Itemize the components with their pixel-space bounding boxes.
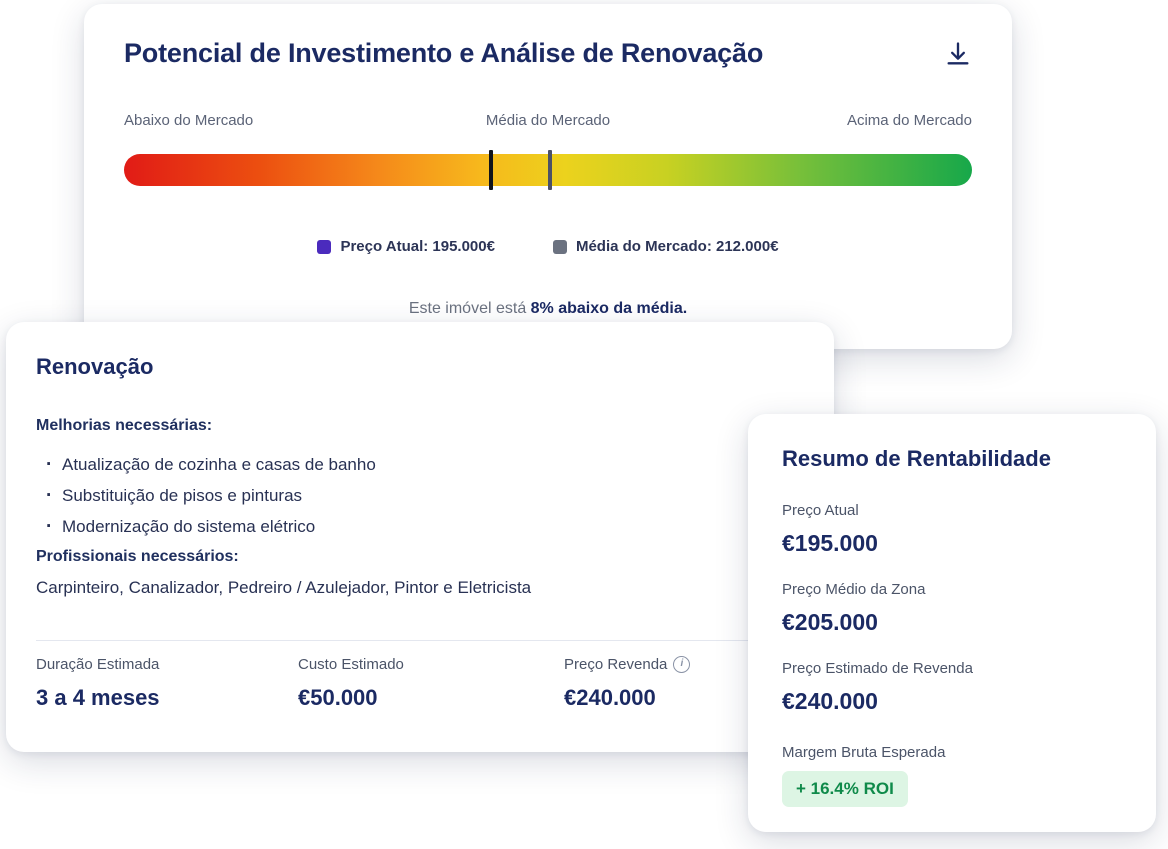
legend-item-current-price <box>317 238 495 255</box>
renovation-card <box>6 322 834 752</box>
renovation-title: Renovação <box>36 354 154 379</box>
improvements-label: Melhorias necessárias: <box>36 417 213 434</box>
stat-duration-value: 3 a 4 meses <box>36 685 160 710</box>
stat-duration-label: Duração Estimada <box>36 656 160 673</box>
status-badge: + 16.4% ROI <box>782 771 908 807</box>
legend-label-market-average: Média do Mercado: 212.000€ <box>575 238 779 255</box>
improvements-list <box>46 450 376 543</box>
stat-resale-price-value: €240.000 <box>564 685 656 710</box>
profit-row-estimated-resale <box>782 660 973 715</box>
profit-row-current-price <box>782 502 878 557</box>
download-icon[interactable] <box>944 40 972 68</box>
professionals-label: Profissionais necessários: <box>36 548 239 565</box>
page-title: Potencial de Investimento e Análise de Renovação <box>124 38 764 68</box>
legend-label-current-price: Preço Atual: 195.000€ <box>340 238 495 255</box>
gauge-legend <box>84 238 1012 255</box>
profit-row-zone-average <box>782 581 925 636</box>
legend-item-market-average <box>553 238 779 255</box>
divider <box>36 640 804 641</box>
legend-swatch-current-price <box>317 240 331 254</box>
profit-label-zone-average: Preço Médio da Zona <box>782 581 926 598</box>
profit-label-current-price: Preço Atual <box>782 502 859 519</box>
profit-label-gross-margin: Margem Bruta Esperada <box>782 744 946 761</box>
gauge-label-left: Abaixo do Mercado <box>124 112 254 129</box>
profitability-title: Resumo de Rentabilidade <box>782 446 1051 471</box>
list-item: · Modernização do sistema elétrico <box>46 512 376 543</box>
gauge-label-right: Acima do Mercado <box>846 112 972 129</box>
profit-value-current-price: €195.000 <box>782 530 878 556</box>
stat-cost-value: €50.000 <box>298 685 378 710</box>
gauge-marker-current-price <box>489 150 493 190</box>
note-prefix: Este imóvel está <box>408 300 531 317</box>
stat-resale-price-label <box>564 656 690 673</box>
info-icon[interactable]: i <box>673 656 690 673</box>
profit-value-zone-average: €205.000 <box>782 609 878 635</box>
stat-cost <box>298 656 404 711</box>
professionals-value: Carpinteiro, Canalizador, Pedreiro / Azulejador, Pintor e Eletricista <box>36 578 532 597</box>
stat-resale-price <box>564 656 690 711</box>
gauge-labels <box>124 112 972 132</box>
gauge-marker-market-average <box>548 150 552 190</box>
profit-label-estimated-resale: Preço Estimado de Revenda <box>782 660 973 677</box>
profitability-summary-card <box>748 414 1156 832</box>
stat-duration <box>36 656 160 711</box>
investment-analysis-card <box>84 4 1012 349</box>
gauge-label-mid: Média do Mercado <box>485 112 611 129</box>
profit-value-estimated-resale: €240.000 <box>782 688 878 714</box>
market-comparison-note <box>84 300 1012 318</box>
note-highlight: 8% abaixo da média. <box>530 300 688 317</box>
stat-cost-label: Custo Estimado <box>298 656 404 673</box>
list-item: · Substituição de pisos e pinturas <box>46 481 376 512</box>
profit-row-gross-margin <box>782 744 945 807</box>
legend-swatch-market-average <box>553 240 567 254</box>
stat-resale-price-label-text: Preço Revenda <box>564 656 668 673</box>
list-item: · Atualização de cozinha e casas de banho <box>46 450 376 481</box>
